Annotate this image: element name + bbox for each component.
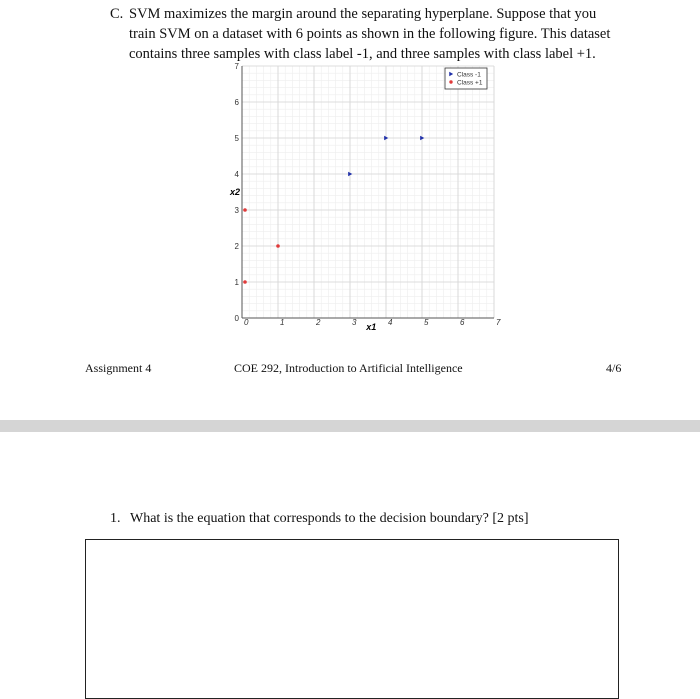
y-tick-label: 5 xyxy=(234,134,239,143)
x-tick-label: 1 xyxy=(280,318,285,327)
question-1 xyxy=(110,511,529,527)
legend-label: Class +1 xyxy=(457,79,483,87)
y-tick-label: 3 xyxy=(234,206,239,215)
y-tick-label: 1 xyxy=(234,278,239,287)
x-tick-label: 7 xyxy=(496,318,501,327)
major-grid xyxy=(242,66,494,318)
question-number: 1. xyxy=(110,511,121,526)
legend-marker-pos1 xyxy=(449,80,452,83)
question-text: What is the equation that corresponds to the decision boundary? [2 pts] xyxy=(130,511,529,526)
minor-grid xyxy=(242,66,494,318)
y-tick-label: 6 xyxy=(234,98,239,107)
x-tick-label: 0 xyxy=(244,318,249,327)
problem-line-2: train SVM on a dataset with 6 points as shown in the following figure. This dataset xyxy=(129,26,611,42)
y-tick-label: 0 xyxy=(234,314,239,323)
y-tick-label: 4 xyxy=(234,170,239,179)
chart-legend xyxy=(445,68,487,89)
x-tick-label: 3 xyxy=(352,318,357,327)
point-class-pos1 xyxy=(243,208,247,212)
problem-label: C. xyxy=(110,6,124,22)
answer-box[interactable] xyxy=(85,539,619,699)
page-separator xyxy=(0,420,700,432)
chart-axes xyxy=(242,66,494,318)
legend-label: Class -1 xyxy=(457,71,481,79)
problem-line-3: contains three samples with class label -1, and three samples with class label +1. xyxy=(129,46,596,62)
y-tick-label: 2 xyxy=(234,242,239,251)
x-tick-label: 5 xyxy=(424,318,429,327)
footer-center: COE 292, Introduction to Artificial Intelligence xyxy=(234,361,463,375)
x-axis-label: x1 xyxy=(366,322,377,332)
footer-page-number: 4/6 xyxy=(606,361,622,375)
x-tick-label: 2 xyxy=(316,318,321,327)
y-tick-label: 7 xyxy=(234,62,239,71)
point-class-pos1 xyxy=(243,280,247,284)
y-axis-label: x2 xyxy=(229,187,240,197)
svm-scatter-chart xyxy=(226,60,516,334)
problem-statement xyxy=(110,4,630,64)
point-class-pos1 xyxy=(276,244,280,248)
x-tick-label: 6 xyxy=(460,318,465,327)
x-tick-label: 4 xyxy=(388,318,393,327)
problem-line-1: C. SVM maximizes the margin around the separating hyperplane. Suppose that you xyxy=(110,6,597,22)
footer-left: Assignment 4 xyxy=(85,361,152,375)
